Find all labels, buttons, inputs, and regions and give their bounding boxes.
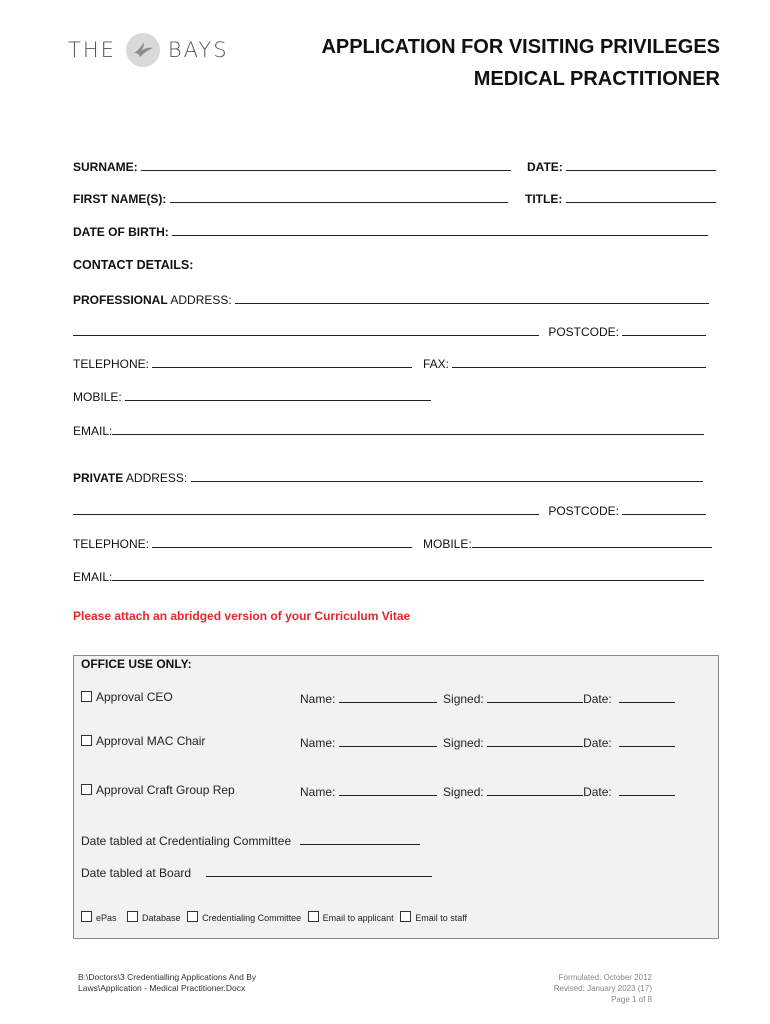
checkbox[interactable] xyxy=(81,735,92,746)
approval-label: Approval CEO xyxy=(96,690,173,704)
private-address-line2[interactable] xyxy=(73,502,706,518)
postcode-label: POSTCODE: xyxy=(548,325,620,339)
check-epas[interactable] xyxy=(81,913,117,923)
date-line xyxy=(619,734,675,747)
dob-label: DATE OF BIRTH: xyxy=(73,225,169,239)
mobile-line xyxy=(125,388,431,401)
footer-formulated: Formulated: October 2012 xyxy=(558,973,652,982)
date-line xyxy=(619,690,675,703)
check-email-applicant[interactable] xyxy=(308,913,394,923)
date-line xyxy=(566,158,716,171)
address-label: ADDRESS: xyxy=(167,293,232,307)
footer-revised: Revised: January 2023 (17) xyxy=(553,984,652,993)
telephone-label: TELEPHONE: xyxy=(73,537,150,551)
logo xyxy=(68,33,229,67)
signed-label: Signed: xyxy=(443,785,484,799)
professional-mobile-field[interactable] xyxy=(73,388,431,404)
check-label: Credentialing Committee xyxy=(202,913,302,923)
name-label: Name: xyxy=(300,736,336,750)
tabled-committee-field[interactable] xyxy=(81,832,420,848)
office-use-title: OFFICE USE ONLY: xyxy=(81,657,192,671)
checkbox[interactable] xyxy=(81,911,92,922)
check-database[interactable] xyxy=(127,913,181,923)
tabled-board-field[interactable] xyxy=(81,864,432,880)
surname-field[interactable] xyxy=(73,158,511,174)
private-telephone-field[interactable] xyxy=(73,535,412,551)
footer-path-line2: Laws\Application - Medical Practitioner.Docx xyxy=(78,983,246,993)
office-checks-row xyxy=(81,911,467,923)
date-label: Date: xyxy=(583,736,612,750)
email-label: EMAIL: xyxy=(73,570,113,584)
tabled-board-line xyxy=(206,864,432,877)
signed-line xyxy=(487,690,583,703)
approval-craft-signoff[interactable] xyxy=(300,783,675,799)
mobile-line xyxy=(472,535,712,548)
private-address-line xyxy=(191,469,703,482)
email-line xyxy=(112,568,704,581)
telephone-line xyxy=(152,535,412,548)
checkbox[interactable] xyxy=(400,911,411,922)
signed-line xyxy=(487,783,583,796)
date-line xyxy=(619,783,675,796)
footer-path-line1: B:\Doctors\3 Credentialling Applications And By xyxy=(78,972,257,982)
title-field[interactable] xyxy=(525,190,716,206)
check-label: ePas xyxy=(96,913,117,923)
approval-mac-signoff[interactable] xyxy=(300,734,675,750)
name-line xyxy=(339,690,437,703)
approval-ceo-row[interactable] xyxy=(81,690,173,704)
name-line xyxy=(339,783,437,796)
professional-fax-field[interactable] xyxy=(423,355,706,371)
footer-revision-info xyxy=(550,972,652,1005)
tabled-committee-label: Date tabled at Credentialing Committee xyxy=(81,834,292,848)
checkbox[interactable] xyxy=(81,784,92,795)
private-email-field[interactable] xyxy=(73,568,704,584)
postcode-label: POSTCODE: xyxy=(548,504,620,518)
professional-address-field[interactable] xyxy=(73,291,709,307)
check-label: Email to staff xyxy=(415,913,468,923)
name-label: Name: xyxy=(300,785,336,799)
name-label: Name: xyxy=(300,692,336,706)
approval-mac-chair-row[interactable] xyxy=(81,734,205,748)
private-address-field[interactable] xyxy=(73,469,703,485)
title-line xyxy=(566,190,716,203)
postcode-line xyxy=(622,502,706,515)
professional-telephone-field[interactable] xyxy=(73,355,412,371)
mobile-label: MOBILE: xyxy=(73,390,122,404)
date-label: DATE: xyxy=(527,160,563,174)
checkbox[interactable] xyxy=(81,691,92,702)
approval-ceo-signoff[interactable] xyxy=(300,690,675,706)
dob-field[interactable] xyxy=(73,223,708,239)
telephone-line xyxy=(152,355,412,368)
email-label: EMAIL: xyxy=(73,424,113,438)
surname-label: SURNAME: xyxy=(73,160,138,174)
checkbox[interactable] xyxy=(308,911,319,922)
professional-address-line2[interactable] xyxy=(73,323,706,339)
approval-craft-group-row[interactable] xyxy=(81,783,235,797)
cv-note: Please attach an abridged version of your Curriculum Vitae xyxy=(73,609,411,623)
checkbox[interactable] xyxy=(127,911,138,922)
signed-line xyxy=(487,734,583,747)
dob-line xyxy=(172,223,708,236)
postcode-line xyxy=(622,323,706,336)
professional-email-field[interactable] xyxy=(73,422,704,438)
bird-icon xyxy=(126,33,160,67)
date-label: Date: xyxy=(583,692,612,706)
address-line2 xyxy=(73,502,539,515)
logo-text-bays: BAYS xyxy=(167,38,229,62)
tabled-board-label: Date tabled at Board xyxy=(81,866,192,880)
private-label: PRIVATE xyxy=(73,471,124,485)
tabled-committee-line xyxy=(300,832,420,845)
fax-line xyxy=(452,355,706,368)
date-field[interactable] xyxy=(527,158,716,174)
first-names-field[interactable] xyxy=(73,190,508,206)
surname-line xyxy=(141,158,511,171)
email-line xyxy=(112,422,704,435)
footer-page-number: Page 1 of 8 xyxy=(611,995,652,1004)
mobile-label: MOBILE: xyxy=(423,537,472,551)
check-label: Database xyxy=(142,913,181,923)
footer-file-path xyxy=(78,972,308,994)
address-line2 xyxy=(73,323,539,336)
address-label: ADDRESS: xyxy=(123,471,188,485)
checkbox[interactable] xyxy=(187,911,198,922)
page-subtitle: MEDICAL PRACTITIONER xyxy=(473,68,720,90)
professional-address-line xyxy=(235,291,709,304)
check-credentialing-committee[interactable] xyxy=(187,913,301,923)
signed-label: Signed: xyxy=(443,692,484,706)
telephone-label: TELEPHONE: xyxy=(73,357,150,371)
first-names-label: FIRST NAME(S): xyxy=(73,192,167,206)
date-label: Date: xyxy=(583,785,612,799)
name-line xyxy=(339,734,437,747)
first-names-line xyxy=(170,190,508,203)
signed-label: Signed: xyxy=(443,736,484,750)
fax-label: FAX: xyxy=(423,357,450,371)
page-title: APPLICATION FOR VISITING PRIVILEGES xyxy=(321,36,720,58)
check-email-staff[interactable] xyxy=(400,913,467,923)
check-label: Email to applicant xyxy=(322,913,394,923)
private-mobile-field[interactable] xyxy=(423,535,712,551)
contact-details-heading: CONTACT DETAILS: xyxy=(73,258,194,272)
title-label: TITLE: xyxy=(525,192,563,206)
professional-label: PROFESSIONAL xyxy=(73,293,168,307)
logo-text-the: THE xyxy=(68,38,116,62)
approval-label: Approval MAC Chair xyxy=(96,734,206,748)
approval-label: Approval Craft Group Rep xyxy=(96,783,235,797)
